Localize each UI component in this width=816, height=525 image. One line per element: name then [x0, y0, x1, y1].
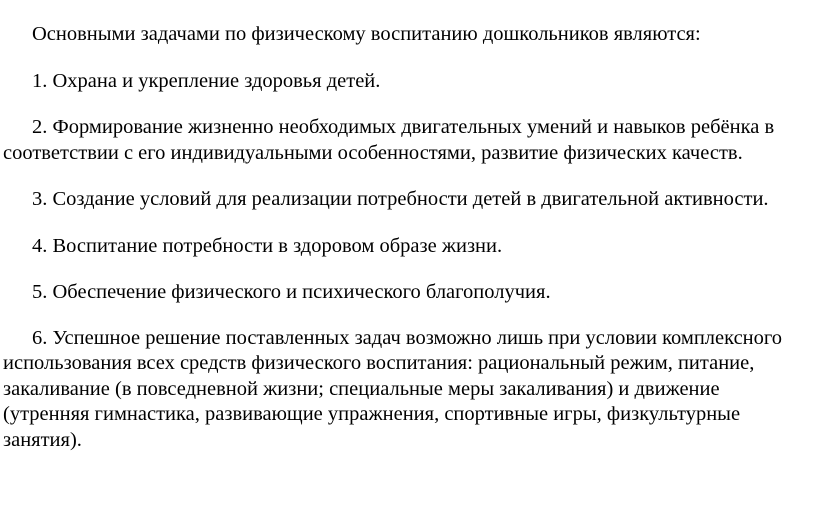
intro-paragraph: Основными задачами по физическому воспитанию дошкольников являются: — [32, 23, 701, 45]
task-item-1: 1. Охрана и укрепление здоровья детей. — [32, 69, 381, 92]
task-item-3: 3. Создание условий для реализации потребности детей в двигательной активности. — [32, 188, 769, 210]
task-item-4: 4. Воспитание потребности в здоровом образе жизни. — [32, 234, 503, 257]
task-item-6: 6. Успешное решение поставленных задач возможно лишь при условии комплексного использования всех средств физического воспитания: рациональный режим, питание, закаливание (в повседневной жизни; специальные меры закаливания) и движение (утренняя гимнастика, развивающие упражнения, спортивные игры, физкультурные занятия). — [3, 326, 783, 451]
task-item-2: 2. Формирование жизненно необходимых двигательных умений и навыков ребёнка в соответствии с его индивидуальными особенностями, развитие физических качеств. — [3, 116, 775, 164]
task-item-5: 5. Обеспечение физического и психического благополучия. — [32, 281, 551, 303]
